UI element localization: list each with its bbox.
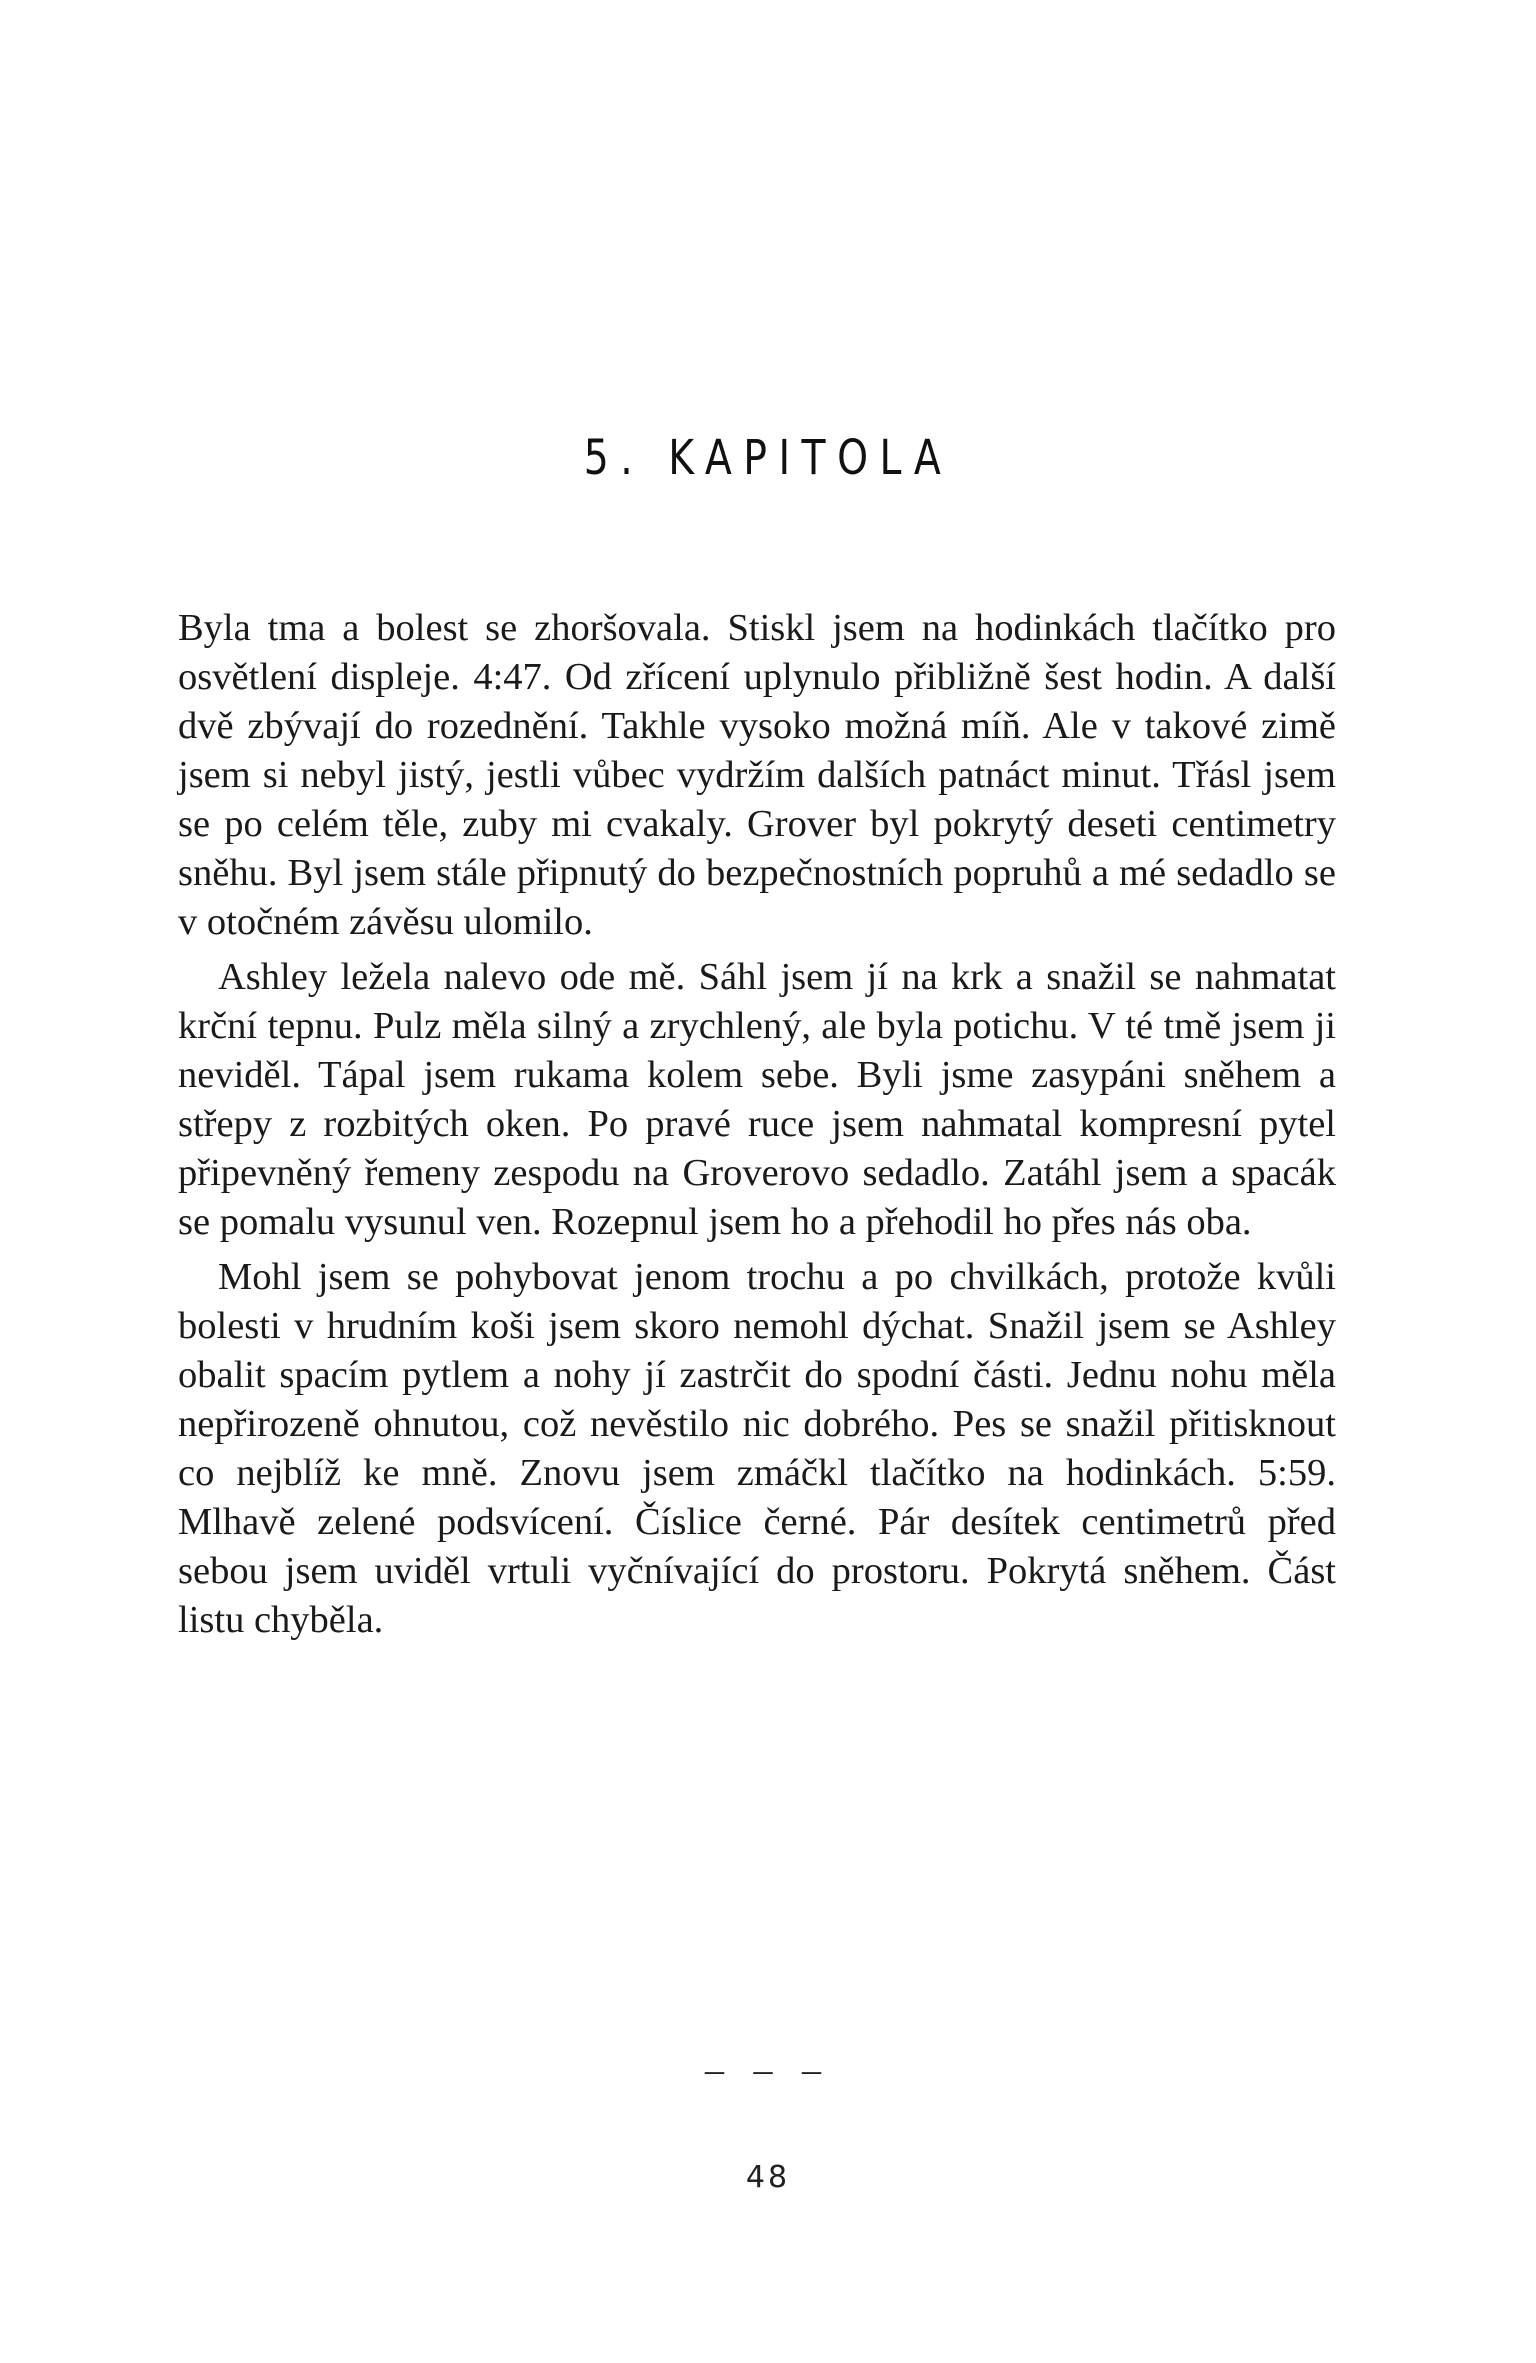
chapter-body <box>178 604 1336 1645</box>
paragraph: Byla tma a bolest se zhoršovala. Stiskl jsem na hodinkách tlačítko pro osvětlení displeje. 4:47. Od zřícení uplynulo přibližně šest hodin. A další dvě zbývají do rozednění. Takhle vysoko možná míň. Ale v takové zimě jsem si nebyl jistý, jestli vůbec vydržím dalších patnáct minut. Třásl jsem se po celém těle, zuby mi cvakaly. Grover byl pokrytý deseti centimetry sněhu. Byl jsem stále připnutý do bezpečnostních popruhů a mé sedadlo se v otočném závěsu ulomilo. <box>178 607 1336 943</box>
scene-break: – – – <box>705 2049 831 2091</box>
chapter-title: 5. KAPITOLA <box>583 430 953 486</box>
paragraph: Mohl jsem se pohybovat jenom trochu a po chvilkách, protože kvůli bolesti v hrudním koši jsem skoro nemohl dýchat. Snažil jsem se Ashley obalit spacím pytlem a nohy jí zastrčit do spodní části. Jednu nohu měla nepřirozeně ohnutou, což nevěstilo nic dobrého. Pes se snažil přitisknout co nejblíž ke mně. Znovu jsem zmáčkl tlačítko na hodinkách. 5:59. Mlhavě zelené podsvícení. Číslice černé. Pár desítek centimetrů před sebou jsem uviděl vrtuli vyčnívající do prostoru. Pokrytá sněhem. Část listu chyběla. <box>178 1256 1336 1641</box>
page-number: 48 <box>745 2160 791 2195</box>
paragraph: Ashley ležela nalevo ode mě. Sáhl jsem jí na krk a snažil se nahmatat krční tepnu. Pulz měla silný a zrychlený, ale byla potichu. V té tmě jsem ji neviděl. Tápal jsem rukama kolem sebe. Byli jsme zasypáni sněhem a střepy z rozbitých oken. Po pravé ruce jsem nahmatal kompresní pytel připevněný řemeny zespodu na Groverovo sedadlo. Zatáhl jsem a spacák se pomalu vysunul ven. Rozepnul jsem ho a přehodil ho přes nás oba. <box>178 956 1336 1243</box>
